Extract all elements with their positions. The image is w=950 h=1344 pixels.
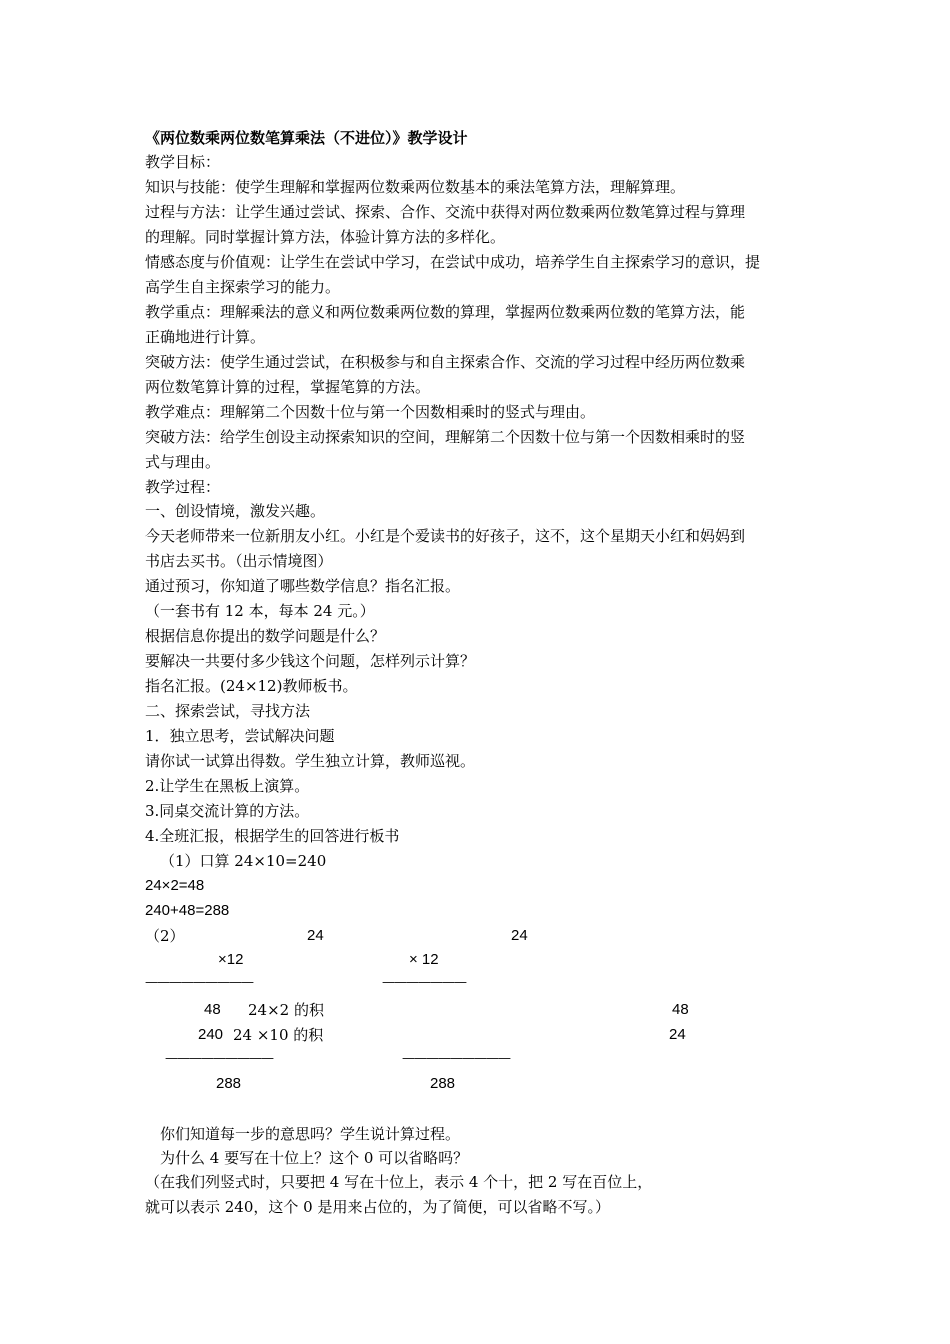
paragraph-line: 指名汇报。(24×12)教师板书。 <box>145 677 358 695</box>
paragraph-line: 你们知道每一步的意思吗？学生说计算过程。 <box>160 1125 461 1143</box>
right-partial-product-2: 24 <box>669 1026 686 1043</box>
right-rule-top: ——————— <box>382 975 466 990</box>
left-multiplicand: 24 <box>307 927 324 944</box>
paragraph-line: 突破方法：给学生创设主动探索知识的空间，理解第二个因数十位与第一个因数相乘时的竖 <box>145 428 746 446</box>
paragraph-line: 突破方法：使学生通过尝试，在积极参与和自主探索合作、交流的学习过程中经历两位数乘 <box>145 353 746 371</box>
left-partial-note-1: 24×2 的积 <box>248 1001 324 1019</box>
paragraph-line: 教学难点：理解第二个因数十位与第一个因数相乘时的竖式与理由。 <box>145 403 596 421</box>
right-multiplier: × 12 <box>409 951 439 968</box>
paragraph-line: 高学生自主探索学习的能力。 <box>145 278 341 296</box>
section-heading: 教学过程： <box>145 478 221 496</box>
left-result: 288 <box>216 1075 242 1092</box>
paragraph-line: 请你试一试算出得数。学生独立计算，教师巡视。 <box>145 752 476 770</box>
left-partial-note-2: 24 ×10 的积 <box>233 1026 324 1044</box>
vertical-calc-label: （2） <box>145 927 185 945</box>
right-rule-bottom: ————————— <box>402 1051 510 1066</box>
section-heading: 二、探索尝试，寻找方法 <box>145 702 311 720</box>
right-multiplicand: 24 <box>511 927 528 944</box>
left-rule-top: ————————— <box>145 975 253 990</box>
paragraph-line: 通过预习，你知道了哪些数学信息？指名汇报。 <box>145 577 461 595</box>
paragraph-line: 要解决一共要付多少钱这个问题，怎样列示计算？ <box>145 652 476 670</box>
paragraph-line: 2.让学生在黑板上演算。 <box>145 777 310 795</box>
paragraph-line: 教学重点：理解乘法的意义和两位数乘两位数的算理，掌握两位数乘两位数的笔算方法，能 <box>145 303 746 321</box>
mental-calc-line: （1）口算 24×10=240 <box>160 852 327 870</box>
mental-calc-line: 240+48=288 <box>145 902 230 919</box>
section-heading: 教学目标： <box>145 153 221 171</box>
paragraph-line: 情感态度与价值观：让学生在尝试中学习，在尝试中成功，培养学生自主探索学习的意识，提 <box>145 253 761 271</box>
left-partial-product-2: 240 <box>198 1026 224 1043</box>
left-partial-product-1: 48 <box>204 1001 221 1018</box>
paragraph-line: 就可以表示 240，这个 0 是用来占位的，为了简便，可以省略不写。） <box>145 1198 610 1216</box>
section-heading: 一、创设情境，激发兴趣。 <box>145 502 326 520</box>
paragraph-line: 根据信息你提出的数学问题是什么？ <box>145 627 386 645</box>
paragraph-line: （在我们列竖式时，只要把 4 写在十位上，表示 4 个十，把 2 写在百位上， <box>145 1173 653 1191</box>
document-title: 《两位数乘两位数笔算乘法（不进位）》教学设计 <box>145 129 468 147</box>
paragraph-line: 式与理由。 <box>145 453 221 471</box>
paragraph-line: 过程与方法：让学生通过尝试、探索、合作、交流中获得对两位数乘两位数笔算过程与算理 <box>145 203 746 221</box>
paragraph-line: 正确地进行计算。 <box>145 328 266 346</box>
paragraph-line: 的理解。同时掌握计算方法，体验计算方法的多样化。 <box>145 228 506 246</box>
paragraph-line: 3.同桌交流计算的方法。 <box>145 802 310 820</box>
mental-calc-line: 24×2=48 <box>145 877 205 894</box>
paragraph-line: 书店去买书。（出示情境图） <box>145 552 333 570</box>
paragraph-line: 4.全班汇报，根据学生的回答进行板书 <box>145 827 400 845</box>
paragraph-line: 知识与技能：使学生理解和掌握两位数乘两位数基本的乘法笔算方法，理解算理。 <box>145 178 686 196</box>
paragraph-line: 1．独立思考，尝试解决问题 <box>145 727 335 745</box>
paragraph-line: 为什么 4 要写在十位上？这个 0 可以省略吗？ <box>160 1149 469 1167</box>
paragraph-line: 两位数笔算计算的过程，掌握笔算的方法。 <box>145 378 431 396</box>
left-multiplier: ×12 <box>218 951 244 968</box>
right-result: 288 <box>430 1075 456 1092</box>
paragraph-line: （一套书有 12 本，每本 24 元。） <box>145 602 375 620</box>
paragraph-line: 今天老师带来一位新朋友小红。小红是个爱读书的好孩子，这不，这个星期天小红和妈妈到 <box>145 527 746 545</box>
left-rule-bottom: ————————— <box>165 1051 273 1066</box>
right-partial-product-1: 48 <box>672 1001 689 1018</box>
